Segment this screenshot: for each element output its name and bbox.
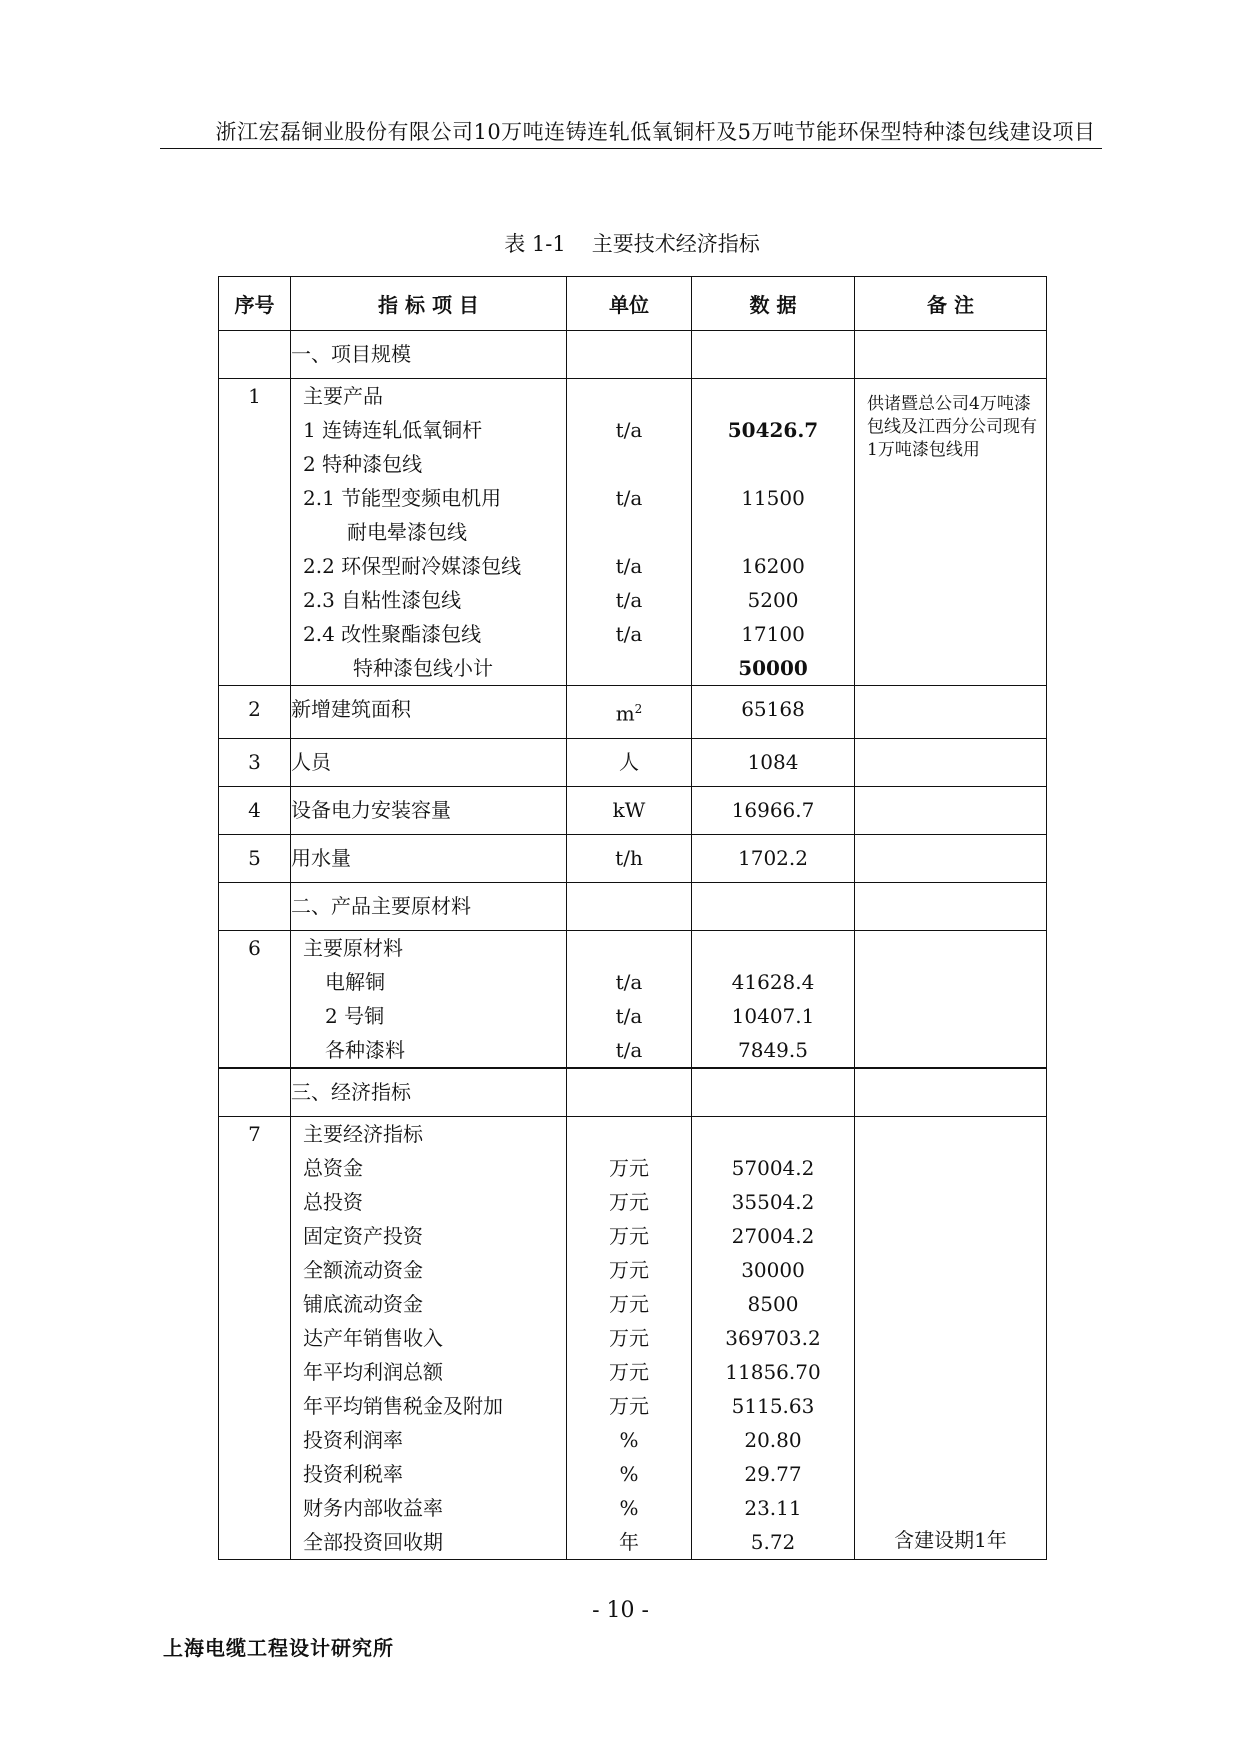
row-note: 供诸暨总公司4万吨漆包线及江西分公司现有1万吨漆包线用 — [867, 394, 1037, 460]
value-line — [692, 379, 854, 413]
value-line: 17100 — [741, 622, 805, 646]
table-header-row — [219, 277, 1047, 331]
section-title: 一、项目规模 — [291, 331, 567, 379]
header-item: 指 标 项 目 — [291, 277, 567, 331]
unit-line: 万元 — [609, 1359, 649, 1384]
unit-line: % — [619, 1427, 639, 1452]
unit-line: 万元 — [609, 1393, 649, 1418]
item-line: 总资金 — [303, 1155, 363, 1180]
row-unit — [567, 686, 692, 739]
table-row — [219, 786, 1047, 834]
value-line: 369703.2 — [725, 1325, 821, 1350]
item-line: 各种漆料 — [325, 1037, 405, 1062]
section-title: 二、产品主要原材料 — [291, 882, 567, 930]
value-line: 5.72 — [750, 1529, 796, 1554]
row-item: 人员 — [291, 738, 567, 786]
item-line: 2.1 节能型变频电机用 — [303, 486, 502, 510]
item-line: 固定资产投资 — [303, 1223, 423, 1248]
value-line: 20.80 — [744, 1427, 802, 1452]
item-line: 投资利润率 — [303, 1427, 403, 1452]
item-line: 铺底流动资金 — [303, 1291, 423, 1316]
row-item: 设备电力安装容量 — [291, 786, 567, 834]
row-unit: kW — [567, 786, 692, 834]
row-seq: 5 — [219, 834, 291, 882]
table-row — [219, 930, 1047, 1068]
section-row-2 — [219, 882, 1047, 930]
value-line — [692, 931, 854, 965]
item-line: 主要原材料 — [303, 935, 403, 960]
item-line: 全部投资回收期 — [303, 1529, 443, 1554]
value-line: 57004.2 — [731, 1155, 815, 1180]
section-row-1 — [219, 331, 1047, 379]
header-note: 备 注 — [855, 277, 1047, 331]
row-seq: 2 — [219, 686, 291, 739]
value-line: 16200 — [741, 554, 805, 578]
value-line — [692, 1117, 854, 1151]
table-number: 表 1-1 — [504, 232, 566, 256]
value-line: 50000 — [738, 656, 808, 680]
row-value: 16966.7 — [692, 786, 855, 834]
unit-line: t/a — [615, 622, 643, 646]
item-line: 2 号铜 — [325, 1003, 385, 1028]
table-row — [219, 738, 1047, 786]
value-line — [692, 447, 854, 481]
item-line: 主要产品 — [303, 384, 383, 408]
value-line — [692, 515, 854, 549]
item-line: 年平均利润总额 — [303, 1359, 443, 1384]
value-line: 30000 — [741, 1257, 805, 1282]
value-line: 10407.1 — [731, 1003, 815, 1028]
row-value: 1084 — [692, 738, 855, 786]
item-line: 电解铜 — [325, 969, 385, 994]
value-line: 11856.70 — [725, 1359, 821, 1384]
value-line: 27004.2 — [731, 1223, 815, 1248]
item-line: 财务内部收益率 — [303, 1495, 443, 1520]
item-line: 投资利税率 — [303, 1461, 403, 1486]
indicators-table — [218, 276, 1047, 1560]
item-line: 1 连铸连轧低氧铜杆 — [303, 418, 483, 442]
unit-line: 万元 — [609, 1189, 649, 1214]
value-line: 5115.63 — [731, 1393, 815, 1418]
value-line: 35504.2 — [731, 1189, 815, 1214]
row-item: 用水量 — [291, 834, 567, 882]
unit-line: t/a — [615, 969, 643, 994]
header-rule — [160, 148, 1102, 149]
unit-line — [567, 931, 691, 965]
unit-line: t/a — [615, 1003, 643, 1028]
unit-line — [567, 447, 691, 481]
unit-line — [567, 1117, 691, 1151]
item-line: 2 特种漆包线 — [303, 452, 423, 476]
item-line: 全额流动资金 — [303, 1257, 423, 1282]
item-line: 2.3 自粘性漆包线 — [303, 588, 462, 612]
row-seq: 4 — [219, 786, 291, 834]
table-row — [219, 686, 1047, 739]
value-line: 7849.5 — [738, 1037, 808, 1062]
table-row — [219, 834, 1047, 882]
table-title: 主要技术经济指标 — [591, 232, 760, 256]
item-line: 特种漆包线小计 — [353, 656, 493, 680]
value-line: 41628.4 — [731, 969, 815, 994]
table-caption — [218, 228, 1046, 258]
unit-line: 万元 — [609, 1223, 649, 1248]
row-item: 新增建筑面积 — [291, 686, 567, 739]
row-value: 65168 — [692, 686, 855, 739]
item-line: 达产年销售收入 — [303, 1325, 443, 1350]
item-line: 耐电晕漆包线 — [347, 520, 467, 544]
row-seq: 7 — [248, 1121, 261, 1146]
value-line: 8500 — [747, 1291, 799, 1316]
value-line: 11500 — [741, 486, 805, 510]
row-seq: 3 — [219, 738, 291, 786]
row-unit: t/h — [567, 834, 692, 882]
footer-organization: 上海电缆工程设计研究所 — [163, 1636, 394, 1660]
item-line: 年平均销售税金及附加 — [303, 1393, 503, 1418]
unit-line: 万元 — [609, 1291, 649, 1316]
unit-line: t/a — [615, 1037, 643, 1062]
unit-superscript: 2 — [634, 702, 643, 716]
unit-line: 万元 — [609, 1325, 649, 1350]
page-number: - 10 - — [592, 1598, 649, 1623]
section-row-3 — [219, 1068, 1047, 1117]
item-line: 2.2 环保型耐冷媒漆包线 — [303, 554, 522, 578]
row-note: 含建设期1年 — [894, 1527, 1007, 1552]
item-line: 主要经济指标 — [303, 1121, 423, 1146]
table-row — [219, 379, 1047, 686]
header-value: 数 据 — [692, 277, 855, 331]
unit-line: 万元 — [609, 1155, 649, 1180]
header-unit: 单位 — [567, 277, 692, 331]
item-line: 2.4 改性聚酯漆包线 — [303, 622, 482, 646]
unit-line: t/a — [615, 418, 643, 442]
unit-line: % — [619, 1495, 639, 1520]
unit-line: t/a — [615, 554, 643, 578]
unit-line: 万元 — [609, 1257, 649, 1282]
document-header: 浙江宏磊铜业股份有限公司10万吨连铸连轧低氧铜杆及5万吨节能环保型特种漆包线建设项目 — [215, 120, 1096, 144]
section-title: 三、经济指标 — [291, 1068, 567, 1117]
unit-line: t/a — [615, 588, 643, 612]
row-unit: 人 — [567, 738, 692, 786]
unit-line: % — [619, 1461, 639, 1486]
value-line: 23.11 — [744, 1495, 802, 1520]
unit-line: 年 — [619, 1529, 639, 1554]
unit-text: m — [615, 701, 635, 726]
row-seq: 1 — [248, 384, 261, 408]
row-seq: 6 — [248, 935, 261, 960]
table-row — [219, 1116, 1047, 1559]
value-line: 5200 — [747, 588, 799, 612]
unit-line — [567, 515, 691, 549]
header-seq: 序号 — [219, 277, 291, 331]
unit-line — [567, 379, 691, 413]
item-line: 总投资 — [303, 1189, 363, 1214]
unit-line — [567, 651, 691, 685]
row-value: 1702.2 — [692, 834, 855, 882]
unit-line: t/a — [615, 486, 643, 510]
value-line: 29.77 — [744, 1461, 802, 1486]
value-line: 50426.7 — [727, 418, 819, 442]
